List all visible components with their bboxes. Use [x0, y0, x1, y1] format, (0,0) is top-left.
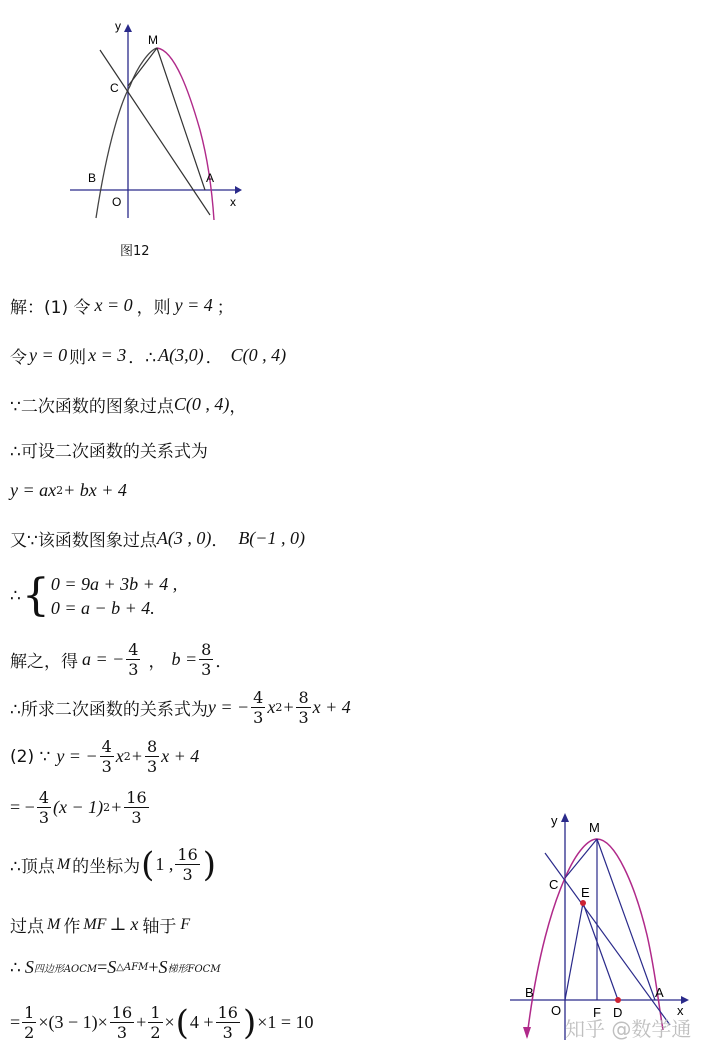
line-13: 过点 M 作 MF ⊥ x 轴于 F [10, 914, 191, 937]
parabola-end-arrow [523, 1027, 531, 1039]
line-cm [565, 839, 597, 878]
line-8: 解之，得 a = − $\frac{4}{3}$ ， b = $\frac{8}{3}$ ． [10, 640, 233, 679]
line-cm [128, 48, 157, 86]
line-5: y = ax 2 + bx + 4 [10, 480, 127, 500]
label-x: x [677, 1003, 684, 1018]
line-14: ∴ S 四边形AOCM = S △AFM + S 梯形FOCM [10, 957, 221, 978]
line-11: = − $\frac{4}{3}$ (x − 1) 2 + $\frac{16}{3}$ [10, 788, 147, 827]
line-od [565, 903, 583, 1000]
line-ed [583, 903, 618, 1000]
label-c: C [549, 877, 559, 892]
label-y: y [551, 813, 558, 828]
label-m: M [589, 820, 600, 835]
point-e [580, 900, 586, 906]
label-o: O [551, 1003, 562, 1018]
line-ma [157, 48, 205, 190]
line-10: (2) ∵ y = − $\frac{4}{3}$ x 2 + $\frac{8}{3}$ x + 4 [10, 737, 200, 776]
line-12: ∴顶点 M 的坐标为 ( 1 , $\frac{16}{3}$ ) [10, 844, 217, 885]
label-a: A [206, 171, 215, 185]
label-d: D [613, 1005, 623, 1020]
label-b: B [88, 171, 97, 185]
point-d [615, 997, 621, 1003]
label-o: O [112, 195, 122, 209]
x-axis-arrow [235, 186, 242, 194]
line-ma [597, 839, 655, 1000]
line-6: 又∵该函数图象过点 A(3 , 0) ． B(−1 , 0) [10, 528, 305, 551]
label-m: M [148, 33, 158, 47]
line-1: 解：(1) 令 x = 0 ，则 y = 4 ； [10, 295, 234, 318]
label-e: E [581, 885, 590, 900]
label-c: C [110, 81, 119, 95]
figure-caption: 图12 [120, 244, 150, 259]
label-a: A [655, 985, 664, 1000]
line-4: ∴可设二次函数的关系式为 [10, 442, 208, 462]
line-3: ∵二次函数的图象过点 C(0 , 4) ， [10, 394, 247, 417]
figure-2 [505, 805, 715, 1045]
figure-12 [60, 20, 250, 220]
label-y: y [115, 20, 121, 33]
watermark: 知乎 @数学通 [565, 1017, 692, 1041]
parabola-left [96, 48, 157, 218]
brace: { [21, 570, 50, 621]
label-x: x [230, 195, 236, 209]
line-ca [545, 853, 670, 1025]
line-7-system: ∴ { 0 = 9a + 3b + 4 , 0 = a − b + 4. [10, 570, 178, 621]
label-f: F [593, 1005, 601, 1020]
line-2: 令 y = 0 则 x = 3 ．∴ A(3,0) ． C(0 , 4) [10, 345, 287, 368]
line-15: = $\frac{1}{2}$ ×(3 − 1)× $\frac{16}{3}$ + $\frac{1}{2}$ × ( 4 + $\frac{16}{3}$ ) ×1 = 10 [10, 1002, 314, 1043]
y-axis-arrow [561, 813, 569, 822]
y-axis-arrow [124, 24, 132, 32]
line-9: ∴所求二次函数的关系式为 y = − $\frac{4}{3}$ x 2 + $\frac{8}{3}$ x + 4 [10, 688, 351, 727]
label-b: B [525, 985, 534, 1000]
